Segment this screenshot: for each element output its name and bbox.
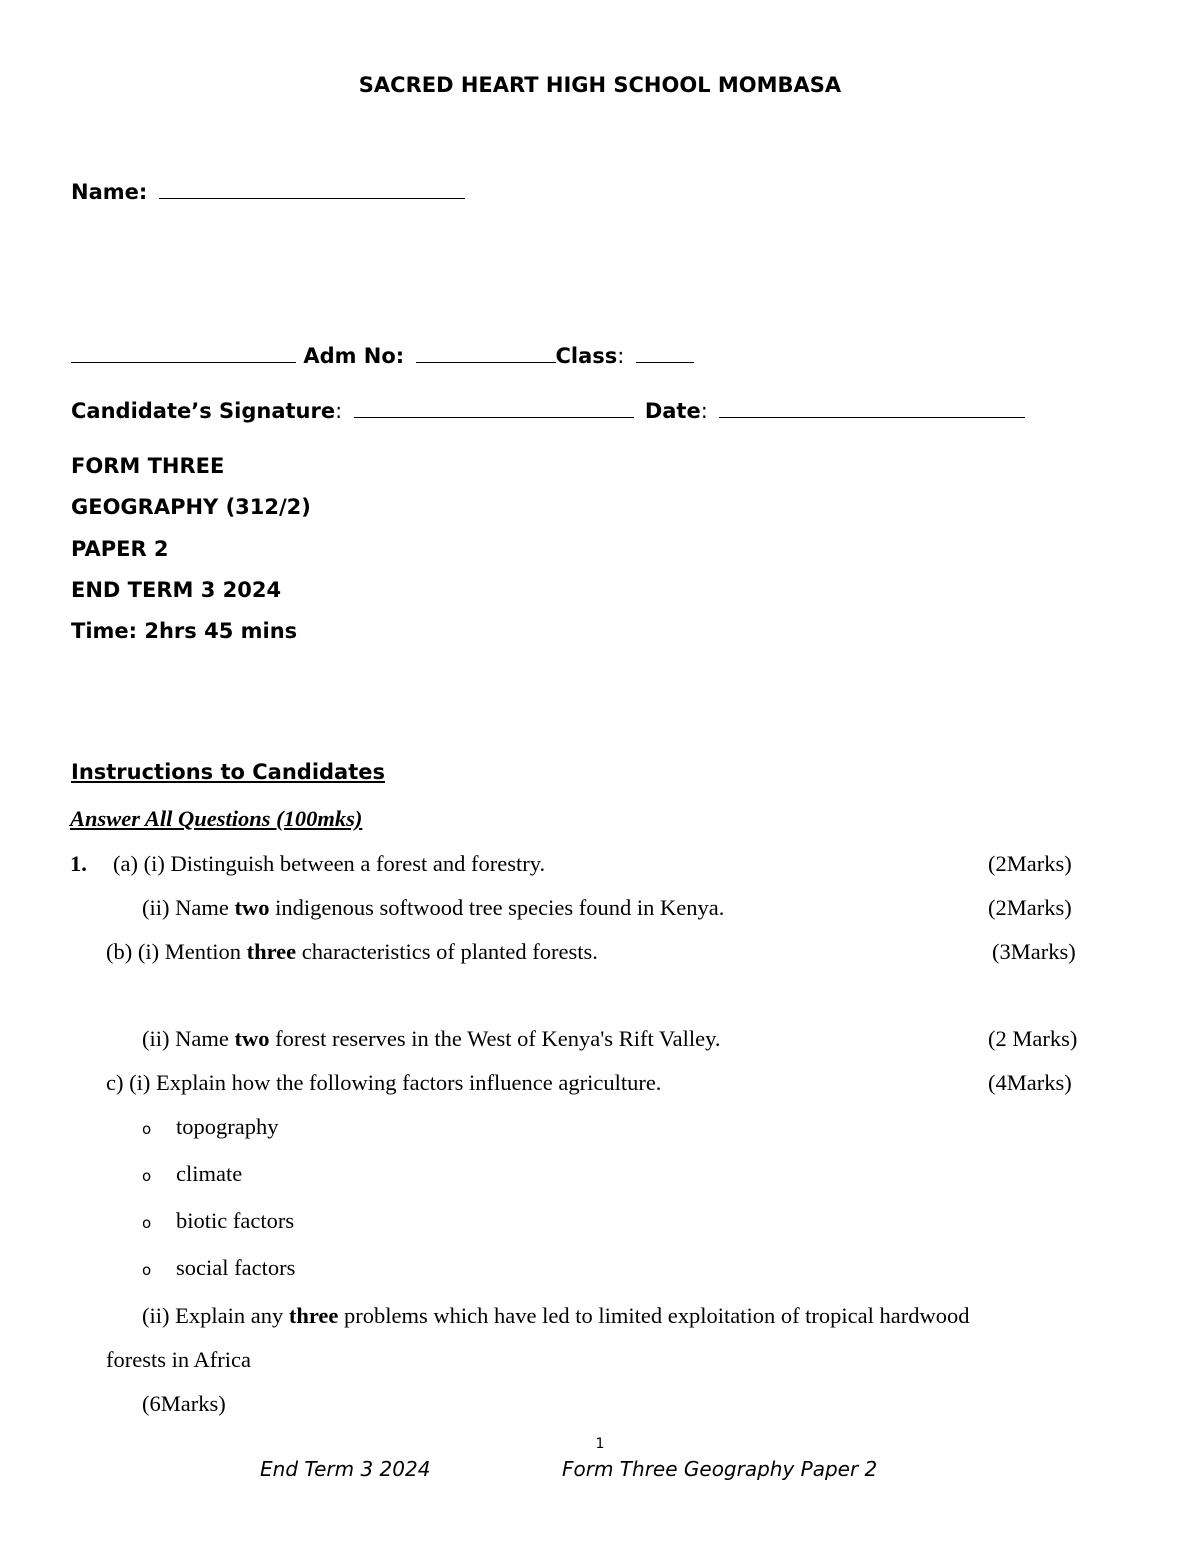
factor-text: biotic factors [176,1208,295,1233]
q1-b-ii-marks: (2 Marks) [988,1026,1078,1051]
instructions-heading: Instructions to Candidates [71,760,386,784]
q1-b-ii-text [142,1028,721,1051]
q1-a-ii-bold: two [234,895,270,920]
q1-b-i-text [106,941,598,964]
q1-c-ii-bold: three [288,1303,339,1328]
bullet-icon: o [142,1214,152,1232]
adm-blank[interactable] [416,362,556,363]
class-colon: : [617,344,625,368]
factor-text: topography [176,1114,279,1139]
bullet-icon: o [142,1120,152,1138]
q1-b-ii-pre: (ii) Name [142,1026,235,1051]
q1-a-ii-post: indigenous softwood tree species found in Kenya. [269,895,725,920]
q1-a-ii-text [142,897,724,920]
footer-right: Form Three Geography Paper 2 [562,1457,878,1481]
q1-c-ii-post: problems which have led to limited exploitation of tropical hardwood [338,1303,970,1328]
q1-b-ii-post: forest reserves in the West of Kenya's Rift Valley. [269,1026,721,1051]
subject-label: GEOGRAPHY (312/2) [71,495,311,519]
q1-c-i-marks: (4Marks) [988,1070,1072,1095]
name-field [71,182,465,203]
bullet-icon: o [142,1167,152,1185]
signature-date-row [71,401,1025,422]
q1-a-ii-marks: (2Marks) [988,895,1072,920]
instructions-subheading: Answer All Questions (100mks) [70,806,363,831]
date-colon: : [700,399,708,423]
class-label: Class [555,344,618,368]
signature-colon: : [335,399,343,423]
q1-b-i-post: characteristics of planted forests. [296,939,598,964]
factor-list-item [142,1257,295,1280]
name-blank[interactable] [159,198,465,199]
q1-b-i-marks: (3Marks) [992,939,1076,964]
date-blank[interactable] [719,417,1025,418]
adm-label: Adm No: [303,344,405,368]
footer-left: End Term 3 2024 [260,1457,431,1481]
factor-list-item [142,1210,294,1233]
class-blank[interactable] [636,362,694,363]
signature-label: Candidate’s Signature [71,399,336,423]
q1-c-ii-text [142,1305,970,1328]
q1-b-ii-bold: two [234,1026,270,1051]
q1-c-ii-marks: (6Marks) [142,1391,226,1416]
q1-c-ii-continuation: forests in Africa [106,1347,251,1372]
page-number: 1 [595,1436,605,1452]
q1-a-i-marks: (2Marks) [988,851,1072,876]
q1-b-i-bold: three [246,939,297,964]
q1-c-i-text: c) (i) Explain how the following factors influence agriculture. [106,1070,662,1095]
q1-b-i-pre: (b) (i) Mention [106,939,247,964]
name-label: Name: [71,180,148,204]
q1-c-ii-pre: (ii) Explain any [142,1303,289,1328]
factor-text: social factors [176,1255,296,1280]
school-title: SACRED HEART HIGH SCHOOL MOMBASA [358,73,842,97]
q1-a-i-text: (a) (i) Distinguish between a forest and forestry. [113,851,546,876]
time-label: Time: 2hrs 45 mins [71,619,298,643]
name-continuation-blank[interactable] [71,362,296,363]
signature-blank[interactable] [354,417,634,418]
form-label: FORM THREE [71,454,225,478]
adm-class-row [71,346,694,367]
factor-list-item [142,1163,242,1186]
factor-text: climate [176,1161,243,1186]
question-number: 1. [70,851,87,876]
bullet-icon: o [142,1261,152,1279]
paper-label: PAPER 2 [71,537,169,561]
term-label: END TERM 3 2024 [71,578,282,602]
date-label: Date [644,399,701,423]
q1-a-ii-pre: (ii) Name [142,895,235,920]
factor-list-item [142,1116,278,1139]
